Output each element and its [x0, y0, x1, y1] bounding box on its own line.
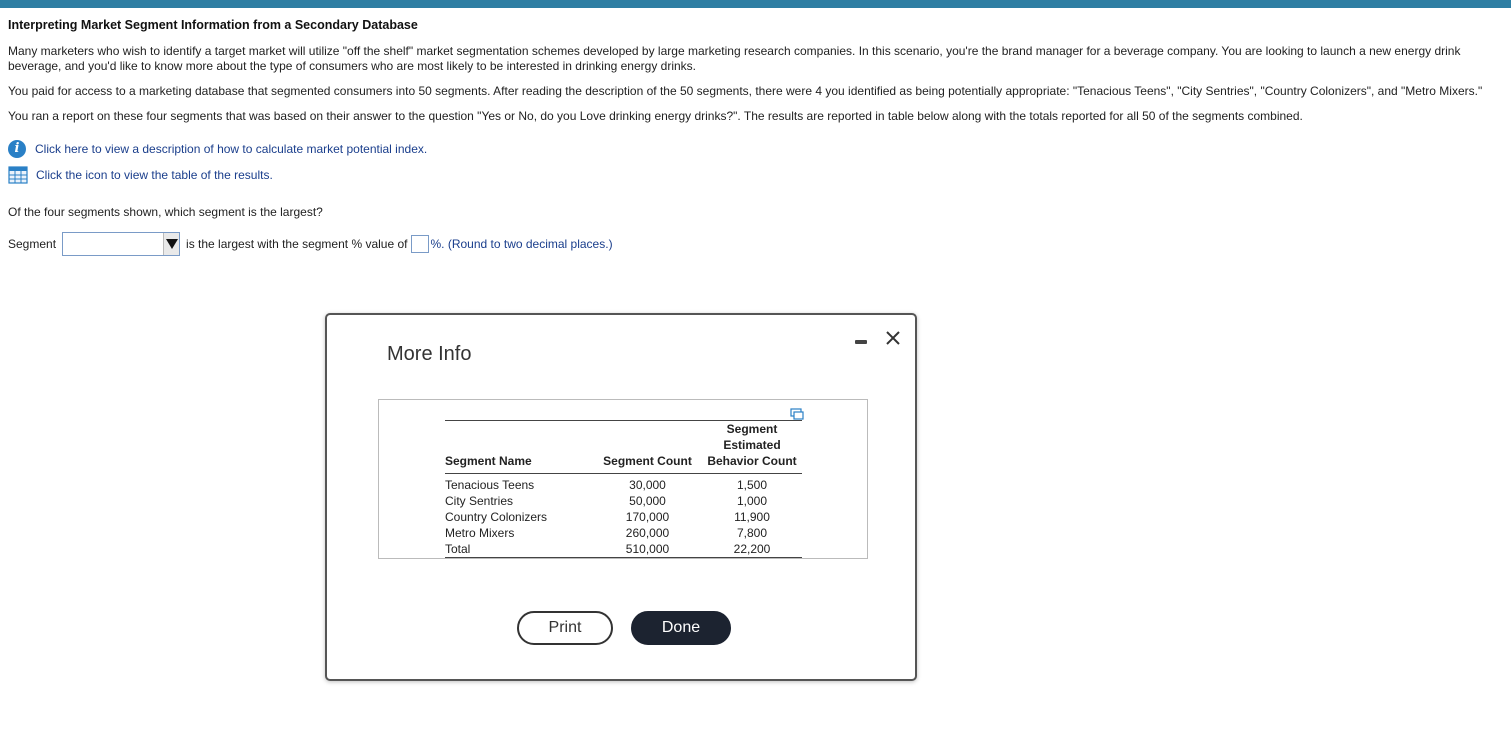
dropdown-arrow[interactable]: [163, 233, 179, 255]
total-count: 510,000: [593, 541, 702, 558]
header-behavior-count: [702, 421, 802, 474]
database-paragraph: You paid for access to a marketing database that segmented consumers into 50 segments. After reading the description of the 50 segments, there were 4 you identified as being potentially appropriate: "Tenacious Teens", "City Sentries", "Country Colonizers", and "Metro Mixers.": [8, 84, 1483, 98]
info-icon[interactable]: i: [8, 140, 26, 158]
header-behavior-line3: Behavior Count: [707, 454, 797, 468]
more-info-dialog: [325, 313, 917, 681]
table-row: [445, 474, 802, 494]
table-row: [445, 525, 802, 541]
row-behavior: 1,500: [702, 474, 802, 494]
row-name: City Sentries: [445, 494, 514, 508]
results-table-panel: [378, 399, 868, 559]
row-name: Tenacious Teens: [445, 474, 593, 494]
question-content: [8, 18, 1506, 257]
row-name: Metro Mixers: [445, 526, 515, 540]
row-name: Country Colonizers: [445, 510, 548, 524]
close-icon[interactable]: [883, 328, 903, 348]
row-behavior: 11,900: [734, 510, 770, 524]
header-behavior-line1: Segment: [726, 422, 778, 436]
segment-table: [445, 420, 802, 558]
info-link-row[interactable]: [8, 140, 1506, 158]
report-paragraph: You ran a report on these four segments that was based on their answer to the question "Yes or No, do you Love drinking energy drinks?". The results are reported in table below along with the totals reported for all 50 of the segments combined.: [8, 109, 1303, 123]
question-text: Of the four segments shown, which segment is the largest?: [8, 205, 323, 219]
row-behavior: 1,000: [736, 494, 768, 508]
answer-row: [8, 231, 1506, 257]
row-count: 170,000: [625, 510, 670, 524]
market-potential-link[interactable]: Click here to view a description of how to calculate market potential index.: [35, 142, 428, 156]
results-table-link[interactable]: Click the icon to view the table of the results.: [36, 168, 273, 182]
table-row: [445, 493, 802, 509]
rounding-instruction: %. (Round to two decimal places.): [430, 237, 613, 251]
triangle-down-icon: [166, 239, 178, 249]
minimize-icon[interactable]: [855, 340, 867, 344]
row-count: 50,000: [629, 494, 666, 508]
total-behavior: 22,200: [702, 541, 802, 558]
table-link-row[interactable]: [8, 166, 1506, 184]
header-segment-count: Segment Count: [603, 454, 692, 468]
table-grid-icon[interactable]: [8, 166, 28, 184]
dialog-title: More Info: [387, 343, 472, 365]
row-count: 30,000: [593, 474, 702, 494]
done-button[interactable]: Done: [631, 611, 731, 645]
table-total-row: [445, 541, 802, 558]
table-row: [445, 509, 802, 525]
segment-dropdown[interactable]: [62, 232, 180, 256]
total-label: Total: [445, 541, 593, 558]
intro-paragraph: Many marketers who wish to identify a target market will utilize "off the shelf" market segmentation schemes developed by large marketing research companies. In this scenario, you're the brand manager for a beverage company. You are looking to launch a new energy drink beverage, and you'd like to know more about the type of consumers who are most likely to be interested in drinking energy drinks.: [8, 44, 1461, 73]
header-behavior-line2: Estimated: [723, 438, 781, 452]
page-title: Interpreting Market Segment Information from a Secondary Database: [8, 18, 418, 32]
table-header-row: [445, 421, 802, 474]
segment-label: Segment: [8, 237, 57, 251]
row-behavior: 7,800: [736, 526, 768, 540]
largest-with-label: is the largest with the segment % value of: [186, 237, 408, 251]
header-segment-name: Segment Name: [445, 454, 532, 468]
percent-value-input[interactable]: [411, 235, 429, 253]
row-count: 260,000: [625, 526, 670, 540]
print-button[interactable]: Print: [517, 611, 613, 645]
popout-icon[interactable]: [790, 408, 804, 420]
top-accent-bar: [0, 0, 1511, 8]
